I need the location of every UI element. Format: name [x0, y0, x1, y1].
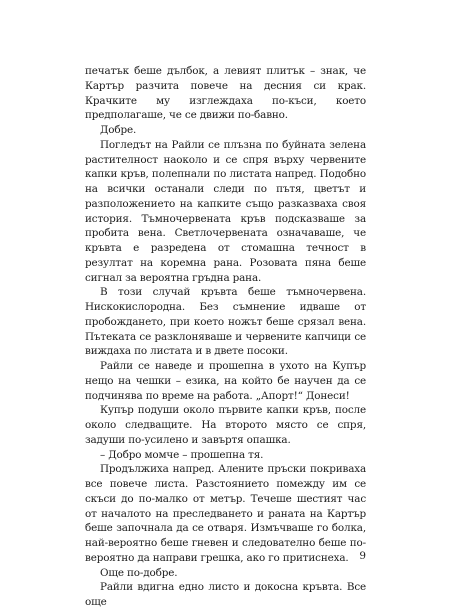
paragraph-5: Райли се наведе и прошепна в ухото на Купър нещо на чешки – езика, на който бе научен да се подчинява по време на работа. „Апорт!“ Донеси! [85, 360, 366, 402]
paragraph-6: Купър подуши около първите капки кръв, после около следващите. На второто място се спря, задуши по-усилено и завъртя опашка. [85, 404, 366, 446]
paragraph-10: Райли вдигна едно листо и докосна кръвта. Все още [85, 581, 366, 608]
paragraph-8: Продължиха напред. Алените пръски покриваха все повече листа. Разстоянието помежду им се скъси до по-малко от метър. Течеше шестият час от началото на преследването и раната на Картър беше започнала да се отваря. Измъчваше го болка, най-вероятно беше гневен и следователно беше по-вероятно да направи грешка, ако го притиснеха. [85, 463, 366, 564]
paragraph-9: Още по-добре. [100, 566, 178, 579]
paragraph-1: печатък беше дълбок, а левият плитък – знак, че Картър разчита повече на десния си крак. Крачките му изглеждаха по-къси, което предполагаше, че се движи по-бавно. [85, 65, 366, 122]
paragraph-4: В този случай кръвта беше тъмночервена. Нискокислородна. Без съмнение идваше от пробождането, при което ножът беше срязал вена. Пътеката се разклоняваше и червените капчици се виждаха по листата и в двете посоки. [85, 286, 366, 358]
page-number: 9 [359, 550, 366, 562]
paragraph-3: Погледът на Райли се плъзна по буйната зелена растителност наоколо и се спря върху червените капки кръв, полепнали по листата напред. Подобно на всички останали следи по пътя, цветът и разположението на капките също разказваха своя история. Тъмночервената кръв подсказваше за пробита вена. Светлочервената означаваше, че кръвта е разредена от стомашна течност в резултат на коремна рана. Розовата пяна беше сигнал за вероятна гръдна рана. [85, 138, 366, 284]
page-body [85, 64, 366, 610]
paragraph-2: Добре. [100, 124, 137, 136]
paragraph-7: – Добро момче – прошепна тя. [100, 448, 264, 461]
